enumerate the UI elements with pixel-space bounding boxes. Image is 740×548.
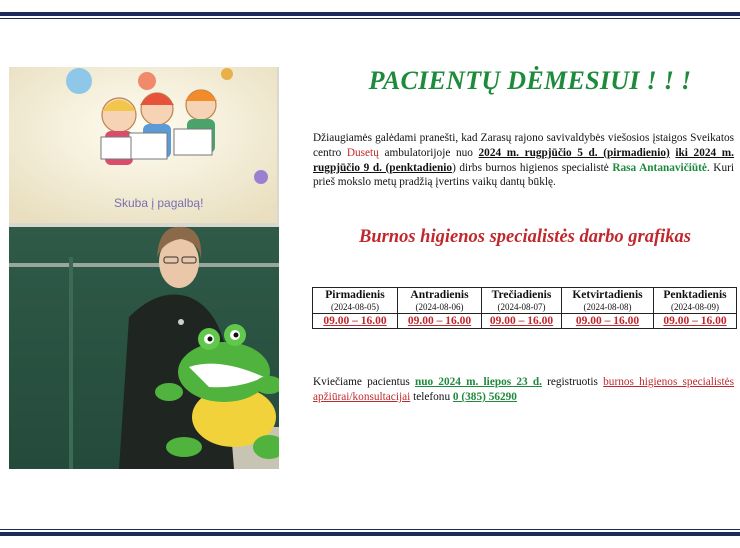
invite-text: telefonu	[410, 391, 453, 403]
schedule-date: (2024-08-06)	[398, 302, 482, 314]
photo-illustration	[9, 67, 279, 469]
invite-service: burnos higienos specialistės apžiūrai/konsultacijai	[313, 376, 734, 403]
schedule-day: Trečiadienis	[482, 288, 562, 303]
invite-start-date: nuo 2024 m. liepos 23 d.	[414, 376, 542, 388]
top-border-rule	[0, 12, 740, 16]
invite-text: Kviečiame pacientus	[313, 376, 415, 388]
intro-text: Džiaugiamės galėdami pranešti, kad Zarasų rajono savivaldybės viešosios įstaigos Sveikatos centro	[313, 132, 734, 159]
bottom-border-rule	[0, 532, 740, 536]
schedule-day-row	[313, 288, 737, 303]
intro-date-to: iki 2024 m. rugpjūčio 9 d. (penktadienio	[313, 146, 735, 174]
schedule-title: Burnos higienos specialistės darbo grafikas	[358, 227, 692, 247]
schedule-hours-row	[313, 314, 737, 329]
registration-paragraph	[313, 375, 734, 405]
schedule-date: (2024-08-05)	[313, 302, 398, 314]
invite-text: registruotis	[541, 376, 604, 388]
slide-caption: Skuba į pagalbą!	[114, 196, 204, 210]
intro-specialist-name: Rasa Antanavičiūtė	[612, 161, 707, 174]
top-border-rule-thin	[0, 18, 740, 19]
bottom-border-rule-thin	[0, 529, 740, 530]
intro-place: Dusetų	[346, 146, 379, 159]
schedule-hours: 09.00 – 16.00	[562, 314, 654, 329]
schedule-date: (2024-08-09)	[654, 302, 737, 314]
schedule-hours: 09.00 – 16.00	[398, 314, 482, 329]
phone-number[interactable]: 0 (385) 56290	[452, 391, 517, 403]
schedule-day: Antradienis	[398, 288, 482, 303]
schedule-hours: 09.00 – 16.00	[482, 314, 562, 329]
schedule-date: (2024-08-07)	[482, 302, 562, 314]
photo-specialist-with-crocodile	[9, 67, 279, 469]
schedule-day: Penktadienis	[654, 288, 737, 303]
schedule-hours: 09.00 – 16.00	[313, 314, 398, 329]
intro-date-from: 2024 m. rugpjūčio 5 d. (pirmadienio)	[478, 146, 670, 159]
intro-text: . Kuri prieš mokslo metų pradžią įvertins vaikų dantų būklę.	[313, 161, 735, 189]
schedule-day: Ketvirtadienis	[562, 288, 654, 303]
schedule-date-row	[313, 302, 737, 314]
schedule-day: Pirmadienis	[313, 288, 398, 303]
schedule-hours: 09.00 – 16.00	[654, 314, 737, 329]
schedule-table	[312, 287, 737, 329]
page-title: PACIENTŲ DĖMESIUI ! ! !	[368, 66, 692, 95]
intro-paragraph	[313, 131, 734, 190]
cartoon-kids-icon	[101, 90, 217, 165]
intro-text: ambulatorijoje nuo	[378, 146, 479, 159]
schedule-date: (2024-08-08)	[562, 302, 654, 314]
intro-text: ) dirbs burnos higienos specialistė	[452, 161, 613, 174]
